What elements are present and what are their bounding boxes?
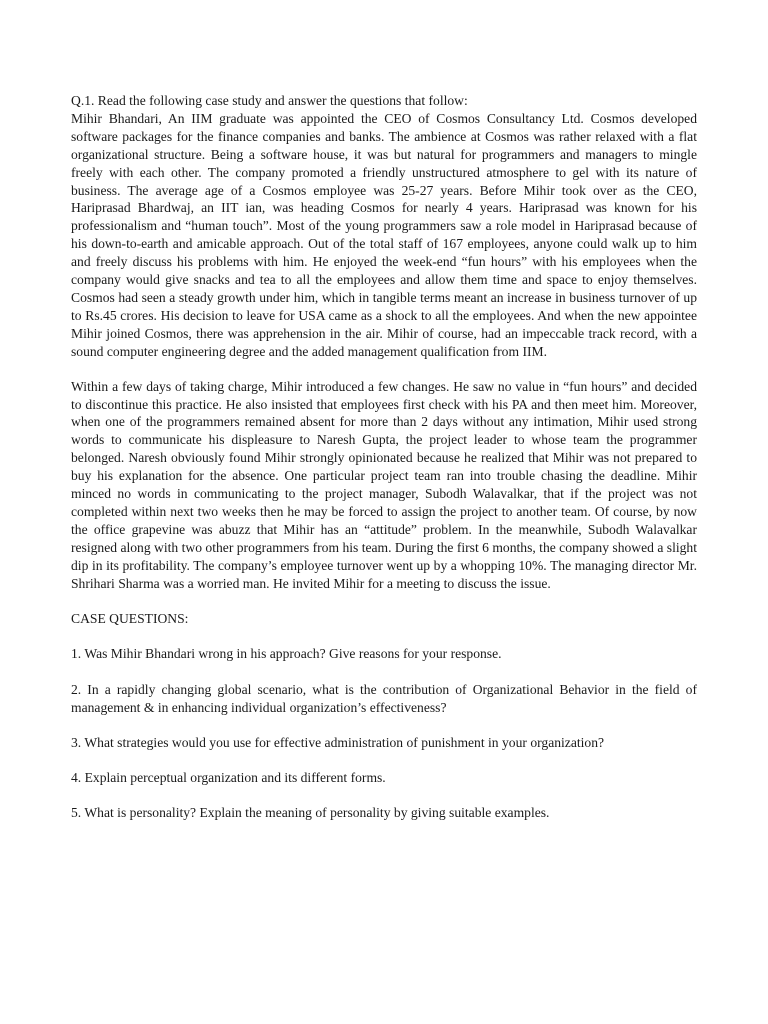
question-2: 2. In a rapidly changing global scenario, what is the contribution of Organizational Behavior in the field of management & in enhancing individual organization’s effectiveness? [71, 682, 697, 716]
document-page [71, 92, 697, 822]
question-4: 4. Explain perceptual organization and its different forms. [71, 770, 386, 785]
case-questions-heading: CASE QUESTIONS: [71, 611, 189, 627]
case-study-paragraph-1 [71, 92, 697, 361]
case-study-paragraph-2: Within a few days of taking charge, Mihir introduced a few changes. He saw no value in “fun hours” and decided to discontinue this practice. He also insisted that employees first check with his PA and then meet him. Moreover, when one of the programmers remained absent for more than 2 days without any intimation, Mihir used strong words to communicate his displeasure to Naresh Gupta, the project leader to whose team the programmer belonged. Naresh obviously found Mihir strongly opinionated because he realized that Mihir was not prepared to buy his explanation for the absence. One particular project team ran into trouble chasing the deadline. Mihir minced no words in communicating to the project manager, Subodh Walavalkar, that if the project was not completed within next two weeks then he may be forced to assign the project to another team. Of course, by now the office grapevine was abuzz that Mihir has an “attitude” problem. In the meanwhile, Subodh Walavalkar resigned along with two other programmers from his team. During the first 6 months, the company showed a slight dip in its profitability. The company’s employee turnover went up by a whopping 10%. The managing director Mr. Shrihari Sharma was a worried man. He invited Mihir for a meeting to discuss the issue. [71, 378, 697, 591]
question-1: 1. Was Mihir Bhandari wrong in his approach? Give reasons for your response. [71, 646, 502, 662]
question-5: 5. What is personality? Explain the meaning of personality by giving suitable examples. [71, 804, 550, 820]
paragraph-1-text: Mihir Bhandari, An IIM graduate was appointed the CEO of Cosmos Consultancy Ltd. Cosmos developed software packages for the finance companies and banks. The ambience at Cosmos was rather relaxed with a flat organizational structure. Being a software house, it was but natural for programmers and managers to mingle freely with each other. The company promoted a friendly unstructured atmosphere to gel with its nature of business. The average age of a Cosmos employee was 25-27 years. Before Mihir took over as the CEO, Hariprasad Bhardwaj, an IIT ian, was heading Cosmos for nearly 4 years. Hariprasad was known for his professionalism and “human touch”. Most of the young programmers saw a role model in Hariprasad because of his down-to-earth and amicable approach. Out of the total staff of 167 employees, anyone could walk up to him and freely discuss his problems with him. He enjoyed the week-end “fun hours” with his employees when the company would give snacks and tea to all the employees and allow them time and space to enjoy themselves. Cosmos had seen a steady growth under him, which in tangible terms meant an increase in business turnover of up to Rs.45 crores. His decision to leave for USA came as a shock to all the employees. And when the new appointee Mihir joined Cosmos, there was apprehension in the air. Mihir of course, had an impeccable track record, with a sound computer engineering degree and the added management qualification from IIM. [71, 110, 697, 359]
question-3: 3. What strategies would you use for effective administration of punishment in your organization? [71, 735, 605, 751]
intro-line: Q.1. Read the following case study and answer the questions that follow: [71, 93, 468, 108]
